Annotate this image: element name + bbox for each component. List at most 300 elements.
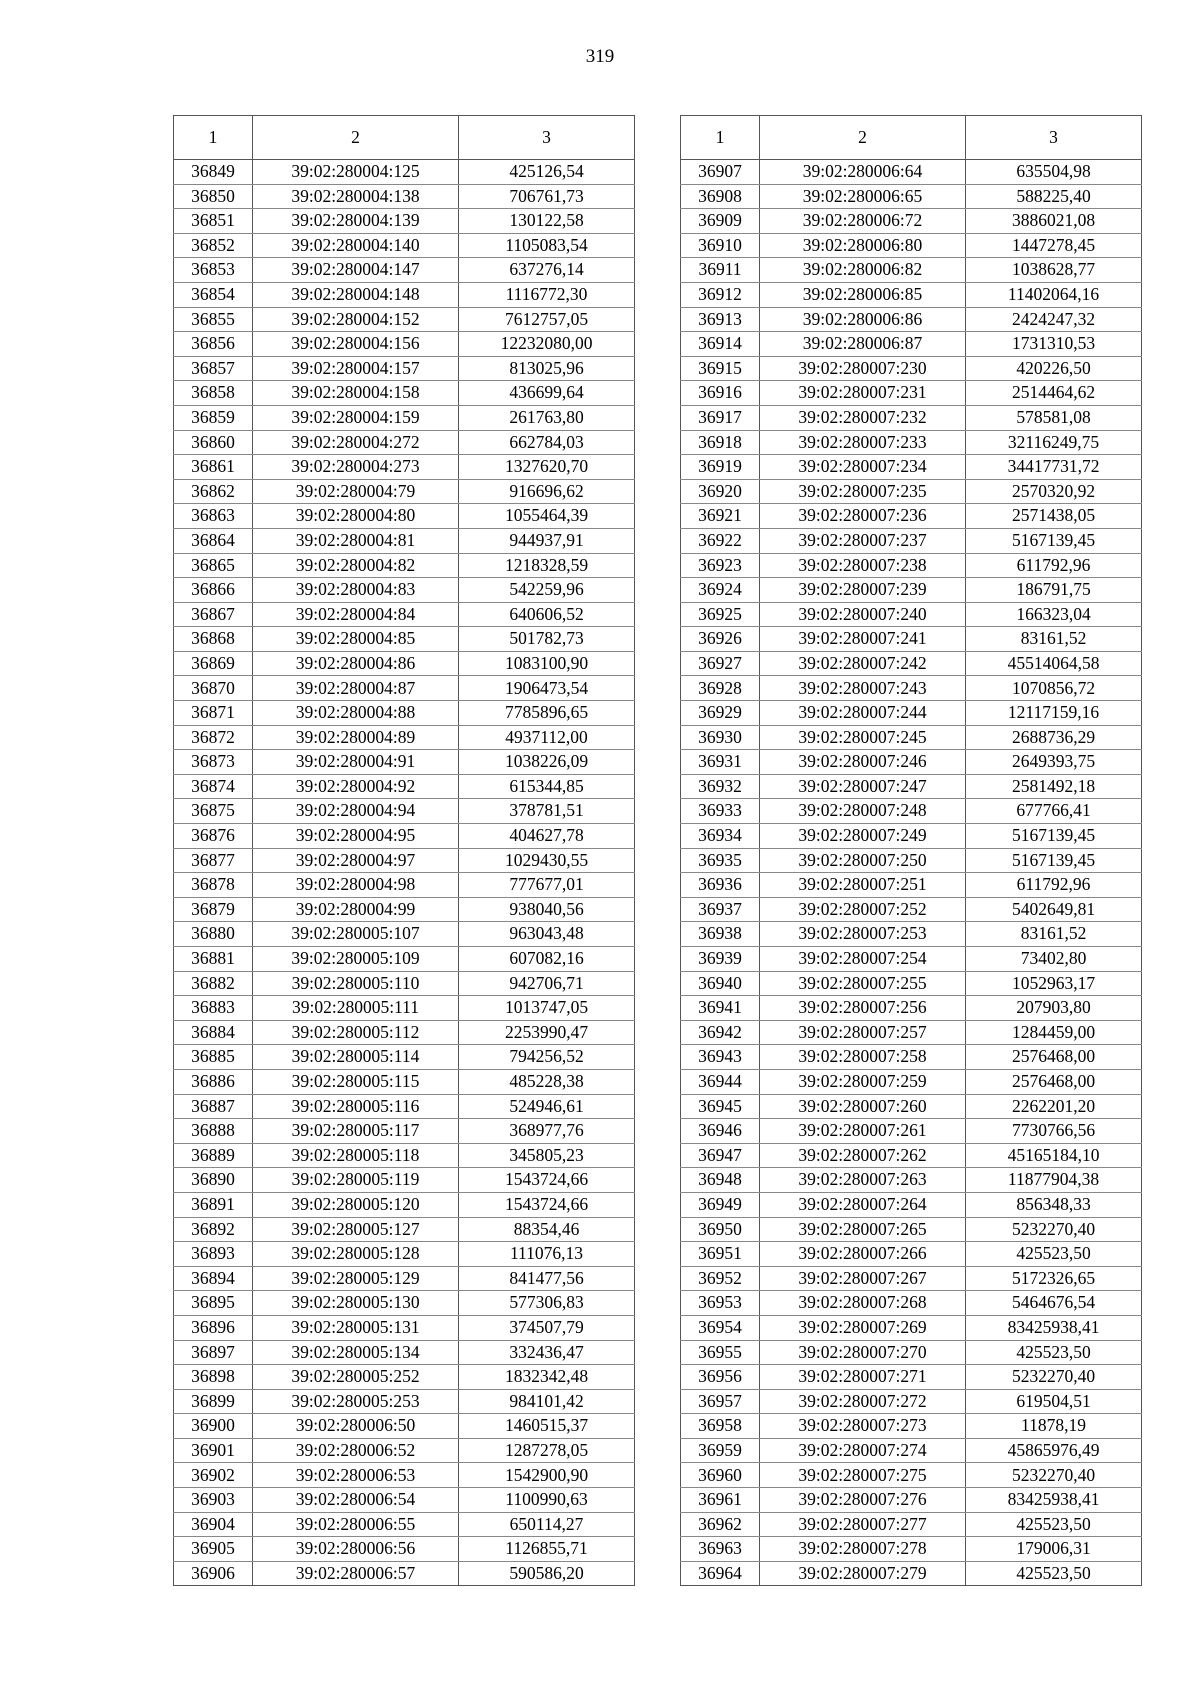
column-header-1: 1 bbox=[174, 116, 253, 160]
row-number-cell: 36914 bbox=[681, 332, 760, 357]
row-number-cell: 36886 bbox=[174, 1069, 253, 1094]
value-cell: 374507,79 bbox=[459, 1315, 635, 1340]
value-cell: 368977,76 bbox=[459, 1119, 635, 1144]
value-cell: 83161,52 bbox=[966, 922, 1142, 947]
table-row bbox=[174, 1094, 635, 1119]
cadastral-number-cell: 39:02:280006:64 bbox=[760, 160, 966, 185]
row-number-cell: 36919 bbox=[681, 455, 760, 480]
value-cell: 4937112,00 bbox=[459, 725, 635, 750]
table-row bbox=[681, 504, 1142, 529]
cadastral-number-cell: 39:02:280007:248 bbox=[760, 799, 966, 824]
cadastral-number-cell: 39:02:280007:239 bbox=[760, 578, 966, 603]
value-cell: 938040,56 bbox=[459, 897, 635, 922]
value-cell: 1029430,55 bbox=[459, 848, 635, 873]
row-number-cell: 36942 bbox=[681, 1020, 760, 1045]
row-number-cell: 36881 bbox=[174, 947, 253, 972]
row-number-cell: 36930 bbox=[681, 725, 760, 750]
table-row bbox=[681, 282, 1142, 307]
row-number-cell: 36924 bbox=[681, 578, 760, 603]
table-row bbox=[174, 1020, 635, 1045]
row-number-cell: 36889 bbox=[174, 1143, 253, 1168]
cadastral-number-cell: 39:02:280007:255 bbox=[760, 971, 966, 996]
table-row bbox=[681, 873, 1142, 898]
table-row bbox=[174, 381, 635, 406]
row-number-cell: 36873 bbox=[174, 750, 253, 775]
cadastral-number-cell: 39:02:280007:261 bbox=[760, 1119, 966, 1144]
row-number-cell: 36917 bbox=[681, 405, 760, 430]
value-cell: 590586,20 bbox=[459, 1561, 635, 1586]
row-number-cell: 36956 bbox=[681, 1365, 760, 1390]
row-number-cell: 36946 bbox=[681, 1119, 760, 1144]
table-row bbox=[174, 1143, 635, 1168]
row-number-cell: 36860 bbox=[174, 430, 253, 455]
value-cell: 111076,13 bbox=[459, 1242, 635, 1267]
row-number-cell: 36849 bbox=[174, 160, 253, 185]
row-number-cell: 36866 bbox=[174, 578, 253, 603]
row-number-cell: 36871 bbox=[174, 701, 253, 726]
table-row bbox=[681, 774, 1142, 799]
cadastral-number-cell: 39:02:280004:273 bbox=[253, 455, 459, 480]
cadastral-number-cell: 39:02:280007:264 bbox=[760, 1192, 966, 1217]
cadastral-number-cell: 39:02:280007:243 bbox=[760, 676, 966, 701]
cadastral-number-cell: 39:02:280007:247 bbox=[760, 774, 966, 799]
row-number-cell: 36943 bbox=[681, 1045, 760, 1070]
table-row bbox=[681, 1291, 1142, 1316]
row-number-cell: 36878 bbox=[174, 873, 253, 898]
row-number-cell: 36936 bbox=[681, 873, 760, 898]
value-cell: 813025,96 bbox=[459, 356, 635, 381]
row-number-cell: 36935 bbox=[681, 848, 760, 873]
cadastral-number-cell: 39:02:280004:138 bbox=[253, 184, 459, 209]
row-number-cell: 36922 bbox=[681, 528, 760, 553]
value-cell: 425523,50 bbox=[966, 1512, 1142, 1537]
cadastral-number-cell: 39:02:280005:114 bbox=[253, 1045, 459, 1070]
row-number-cell: 36961 bbox=[681, 1488, 760, 1513]
row-number-cell: 36940 bbox=[681, 971, 760, 996]
table-row bbox=[174, 578, 635, 603]
table-row bbox=[681, 651, 1142, 676]
left-table-body bbox=[174, 160, 635, 1586]
cadastral-number-cell: 39:02:280006:56 bbox=[253, 1537, 459, 1562]
value-cell: 7612757,05 bbox=[459, 307, 635, 332]
value-cell: 130122,58 bbox=[459, 209, 635, 234]
value-cell: 856348,33 bbox=[966, 1192, 1142, 1217]
value-cell: 2581492,18 bbox=[966, 774, 1142, 799]
table-row bbox=[681, 356, 1142, 381]
table-row bbox=[681, 996, 1142, 1021]
table-row bbox=[681, 332, 1142, 357]
value-cell: 777677,01 bbox=[459, 873, 635, 898]
cadastral-number-cell: 39:02:280007:260 bbox=[760, 1094, 966, 1119]
cadastral-number-cell: 39:02:280004:97 bbox=[253, 848, 459, 873]
table-row bbox=[681, 1365, 1142, 1390]
table-row bbox=[174, 947, 635, 972]
table-row bbox=[681, 725, 1142, 750]
value-cell: 963043,48 bbox=[459, 922, 635, 947]
table-row bbox=[174, 430, 635, 455]
value-cell: 1284459,00 bbox=[966, 1020, 1142, 1045]
table-row bbox=[174, 676, 635, 701]
value-cell: 420226,50 bbox=[966, 356, 1142, 381]
table-row bbox=[681, 209, 1142, 234]
value-cell: 12117159,16 bbox=[966, 701, 1142, 726]
row-number-cell: 36864 bbox=[174, 528, 253, 553]
table-row bbox=[681, 1094, 1142, 1119]
value-cell: 5167139,45 bbox=[966, 824, 1142, 849]
cadastral-number-cell: 39:02:280007:268 bbox=[760, 1291, 966, 1316]
row-number-cell: 36868 bbox=[174, 627, 253, 652]
column-header-2: 2 bbox=[760, 116, 966, 160]
value-cell: 5464676,54 bbox=[966, 1291, 1142, 1316]
row-number-cell: 36877 bbox=[174, 848, 253, 873]
cadastral-number-cell: 39:02:280005:107 bbox=[253, 922, 459, 947]
row-number-cell: 36925 bbox=[681, 602, 760, 627]
cadastral-number-cell: 39:02:280007:249 bbox=[760, 824, 966, 849]
cadastral-number-cell: 39:02:280007:252 bbox=[760, 897, 966, 922]
table-row bbox=[174, 602, 635, 627]
value-cell: 32116249,75 bbox=[966, 430, 1142, 455]
value-cell: 1038628,77 bbox=[966, 258, 1142, 283]
cadastral-number-cell: 39:02:280007:236 bbox=[760, 504, 966, 529]
table-row bbox=[174, 750, 635, 775]
value-cell: 1070856,72 bbox=[966, 676, 1142, 701]
table-row bbox=[174, 725, 635, 750]
cadastral-number-cell: 39:02:280007:273 bbox=[760, 1414, 966, 1439]
table-row bbox=[681, 1488, 1142, 1513]
cadastral-number-cell: 39:02:280007:278 bbox=[760, 1537, 966, 1562]
row-number-cell: 36905 bbox=[174, 1537, 253, 1562]
cadastral-number-cell: 39:02:280004:159 bbox=[253, 405, 459, 430]
row-number-cell: 36874 bbox=[174, 774, 253, 799]
value-cell: 12232080,00 bbox=[459, 332, 635, 357]
cadastral-number-cell: 39:02:280007:230 bbox=[760, 356, 966, 381]
cadastral-number-cell: 39:02:280004:152 bbox=[253, 307, 459, 332]
cadastral-number-cell: 39:02:280007:272 bbox=[760, 1389, 966, 1414]
table-row bbox=[681, 848, 1142, 873]
table-row bbox=[681, 1438, 1142, 1463]
row-number-cell: 36959 bbox=[681, 1438, 760, 1463]
value-cell: 425523,50 bbox=[966, 1340, 1142, 1365]
table-row bbox=[174, 553, 635, 578]
table-row bbox=[681, 233, 1142, 258]
value-cell: 425523,50 bbox=[966, 1561, 1142, 1586]
value-cell: 11402064,16 bbox=[966, 282, 1142, 307]
column-header-3: 3 bbox=[459, 116, 635, 160]
cadastral-number-cell: 39:02:280007:250 bbox=[760, 848, 966, 873]
cadastral-number-cell: 39:02:280005:120 bbox=[253, 1192, 459, 1217]
cadastral-number-cell: 39:02:280004:272 bbox=[253, 430, 459, 455]
value-cell: 45865976,49 bbox=[966, 1438, 1142, 1463]
table-row bbox=[681, 1340, 1142, 1365]
value-cell: 916696,62 bbox=[459, 479, 635, 504]
row-number-cell: 36882 bbox=[174, 971, 253, 996]
row-number-cell: 36853 bbox=[174, 258, 253, 283]
value-cell: 2576468,00 bbox=[966, 1069, 1142, 1094]
right-table-body bbox=[681, 160, 1142, 1586]
cadastral-number-cell: 39:02:280006:55 bbox=[253, 1512, 459, 1537]
row-number-cell: 36883 bbox=[174, 996, 253, 1021]
cadastral-number-cell: 39:02:280004:92 bbox=[253, 774, 459, 799]
value-cell: 2688736,29 bbox=[966, 725, 1142, 750]
row-number-cell: 36876 bbox=[174, 824, 253, 849]
cadastral-number-cell: 39:02:280006:85 bbox=[760, 282, 966, 307]
table-row bbox=[174, 996, 635, 1021]
cadastral-number-cell: 39:02:280005:109 bbox=[253, 947, 459, 972]
table-row bbox=[681, 553, 1142, 578]
cadastral-number-cell: 39:02:280004:148 bbox=[253, 282, 459, 307]
cadastral-number-cell: 39:02:280004:140 bbox=[253, 233, 459, 258]
value-cell: 942706,71 bbox=[459, 971, 635, 996]
cadastral-number-cell: 39:02:280005:119 bbox=[253, 1168, 459, 1193]
cadastral-number-cell: 39:02:280007:259 bbox=[760, 1069, 966, 1094]
value-cell: 2514464,62 bbox=[966, 381, 1142, 406]
column-header-2: 2 bbox=[253, 116, 459, 160]
table-row bbox=[681, 1315, 1142, 1340]
value-cell: 1126855,71 bbox=[459, 1537, 635, 1562]
table-row bbox=[681, 1143, 1142, 1168]
cadastral-number-cell: 39:02:280005:127 bbox=[253, 1217, 459, 1242]
value-cell: 2424247,32 bbox=[966, 307, 1142, 332]
row-number-cell: 36913 bbox=[681, 307, 760, 332]
value-cell: 1013747,05 bbox=[459, 996, 635, 1021]
cadastral-number-cell: 39:02:280005:129 bbox=[253, 1266, 459, 1291]
row-number-cell: 36865 bbox=[174, 553, 253, 578]
cadastral-number-cell: 39:02:280007:244 bbox=[760, 701, 966, 726]
cadastral-number-cell: 39:02:280006:54 bbox=[253, 1488, 459, 1513]
cadastral-number-cell: 39:02:280007:238 bbox=[760, 553, 966, 578]
table-row bbox=[174, 897, 635, 922]
table-row bbox=[681, 1217, 1142, 1242]
value-cell: 2570320,92 bbox=[966, 479, 1142, 504]
table-row bbox=[681, 578, 1142, 603]
cadastral-number-cell: 39:02:280007:271 bbox=[760, 1365, 966, 1390]
cadastral-number-cell: 39:02:280005:252 bbox=[253, 1365, 459, 1390]
table-row bbox=[681, 1020, 1142, 1045]
cadastral-number-cell: 39:02:280007:232 bbox=[760, 405, 966, 430]
cadastral-number-cell: 39:02:280007:275 bbox=[760, 1463, 966, 1488]
table-row bbox=[681, 455, 1142, 480]
value-cell: 45514064,58 bbox=[966, 651, 1142, 676]
row-number-cell: 36923 bbox=[681, 553, 760, 578]
value-cell: 501782,73 bbox=[459, 627, 635, 652]
cadastral-number-cell: 39:02:280007:262 bbox=[760, 1143, 966, 1168]
row-number-cell: 36945 bbox=[681, 1094, 760, 1119]
table-row bbox=[681, 381, 1142, 406]
value-cell: 83425938,41 bbox=[966, 1315, 1142, 1340]
cadastral-number-cell: 39:02:280007:263 bbox=[760, 1168, 966, 1193]
value-cell: 45165184,10 bbox=[966, 1143, 1142, 1168]
cadastral-number-cell: 39:02:280007:266 bbox=[760, 1242, 966, 1267]
row-number-cell: 36949 bbox=[681, 1192, 760, 1217]
row-number-cell: 36879 bbox=[174, 897, 253, 922]
table-row bbox=[174, 824, 635, 849]
cadastral-number-cell: 39:02:280004:91 bbox=[253, 750, 459, 775]
value-cell: 650114,27 bbox=[459, 1512, 635, 1537]
cadastral-number-cell: 39:02:280004:84 bbox=[253, 602, 459, 627]
table-row bbox=[174, 184, 635, 209]
table-row bbox=[174, 1389, 635, 1414]
row-number-cell: 36870 bbox=[174, 676, 253, 701]
row-number-cell: 36896 bbox=[174, 1315, 253, 1340]
cadastral-number-cell: 39:02:280005:110 bbox=[253, 971, 459, 996]
table-row bbox=[174, 1561, 635, 1586]
cadastral-number-cell: 39:02:280007:269 bbox=[760, 1315, 966, 1340]
row-number-cell: 36941 bbox=[681, 996, 760, 1021]
row-number-cell: 36948 bbox=[681, 1168, 760, 1193]
value-cell: 577306,83 bbox=[459, 1291, 635, 1316]
row-number-cell: 36893 bbox=[174, 1242, 253, 1267]
value-cell: 261763,80 bbox=[459, 405, 635, 430]
table-row bbox=[174, 504, 635, 529]
row-number-cell: 36850 bbox=[174, 184, 253, 209]
cadastral-number-cell: 39:02:280007:254 bbox=[760, 947, 966, 972]
cadastral-number-cell: 39:02:280007:240 bbox=[760, 602, 966, 627]
cadastral-number-cell: 39:02:280006:50 bbox=[253, 1414, 459, 1439]
value-cell: 73402,80 bbox=[966, 947, 1142, 972]
cadastral-number-cell: 39:02:280006:53 bbox=[253, 1463, 459, 1488]
row-number-cell: 36910 bbox=[681, 233, 760, 258]
cadastral-number-cell: 39:02:280004:86 bbox=[253, 651, 459, 676]
value-cell: 83161,52 bbox=[966, 627, 1142, 652]
value-cell: 2262201,20 bbox=[966, 1094, 1142, 1119]
value-cell: 34417731,72 bbox=[966, 455, 1142, 480]
row-number-cell: 36934 bbox=[681, 824, 760, 849]
cadastral-number-cell: 39:02:280006:72 bbox=[760, 209, 966, 234]
cadastral-number-cell: 39:02:280007:256 bbox=[760, 996, 966, 1021]
table-row bbox=[174, 1192, 635, 1217]
table-row bbox=[681, 750, 1142, 775]
value-cell: 11878,19 bbox=[966, 1414, 1142, 1439]
row-number-cell: 36926 bbox=[681, 627, 760, 652]
table-row bbox=[174, 479, 635, 504]
row-number-cell: 36852 bbox=[174, 233, 253, 258]
value-cell: 425126,54 bbox=[459, 160, 635, 185]
table-row bbox=[174, 1340, 635, 1365]
row-number-cell: 36859 bbox=[174, 405, 253, 430]
cadastral-number-cell: 39:02:280007:237 bbox=[760, 528, 966, 553]
cadastral-number-cell: 39:02:280004:125 bbox=[253, 160, 459, 185]
value-cell: 1287278,05 bbox=[459, 1438, 635, 1463]
column-header-3: 3 bbox=[966, 116, 1142, 160]
table-row bbox=[174, 627, 635, 652]
row-number-cell: 36960 bbox=[681, 1463, 760, 1488]
row-number-cell: 36951 bbox=[681, 1242, 760, 1267]
value-cell: 7785896,65 bbox=[459, 701, 635, 726]
row-number-cell: 36872 bbox=[174, 725, 253, 750]
right-table bbox=[680, 115, 1142, 1586]
cadastral-number-cell: 39:02:280004:87 bbox=[253, 676, 459, 701]
row-number-cell: 36916 bbox=[681, 381, 760, 406]
table-row bbox=[174, 1414, 635, 1439]
value-cell: 1100990,63 bbox=[459, 1488, 635, 1513]
cadastral-number-cell: 39:02:280004:95 bbox=[253, 824, 459, 849]
cadastral-number-cell: 39:02:280007:265 bbox=[760, 1217, 966, 1242]
value-cell: 588225,40 bbox=[966, 184, 1142, 209]
cadastral-number-cell: 39:02:280007:270 bbox=[760, 1340, 966, 1365]
value-cell: 7730766,56 bbox=[966, 1119, 1142, 1144]
value-cell: 635504,98 bbox=[966, 160, 1142, 185]
value-cell: 5167139,45 bbox=[966, 848, 1142, 873]
value-cell: 5232270,40 bbox=[966, 1217, 1142, 1242]
row-number-cell: 36867 bbox=[174, 602, 253, 627]
row-number-cell: 36861 bbox=[174, 455, 253, 480]
row-number-cell: 36937 bbox=[681, 897, 760, 922]
row-number-cell: 36858 bbox=[174, 381, 253, 406]
page-number: 319 bbox=[585, 46, 615, 67]
table-row bbox=[681, 799, 1142, 824]
row-number-cell: 36950 bbox=[681, 1217, 760, 1242]
cadastral-number-cell: 39:02:280005:131 bbox=[253, 1315, 459, 1340]
value-cell: 677766,41 bbox=[966, 799, 1142, 824]
cadastral-number-cell: 39:02:280007:233 bbox=[760, 430, 966, 455]
table-row bbox=[174, 848, 635, 873]
table-row bbox=[681, 971, 1142, 996]
table-row bbox=[681, 897, 1142, 922]
row-number-cell: 36932 bbox=[681, 774, 760, 799]
table-row bbox=[174, 774, 635, 799]
table-row bbox=[174, 1488, 635, 1513]
cadastral-number-cell: 39:02:280006:87 bbox=[760, 332, 966, 357]
table-row bbox=[681, 676, 1142, 701]
table-row bbox=[174, 405, 635, 430]
value-cell: 436699,64 bbox=[459, 381, 635, 406]
value-cell: 1052963,17 bbox=[966, 971, 1142, 996]
row-number-cell: 36890 bbox=[174, 1168, 253, 1193]
row-number-cell: 36892 bbox=[174, 1217, 253, 1242]
cadastral-number-cell: 39:02:280005:117 bbox=[253, 1119, 459, 1144]
cadastral-number-cell: 39:02:280004:88 bbox=[253, 701, 459, 726]
row-number-cell: 36907 bbox=[681, 160, 760, 185]
value-cell: 345805,23 bbox=[459, 1143, 635, 1168]
value-cell: 944937,91 bbox=[459, 528, 635, 553]
cadastral-number-cell: 39:02:280005:118 bbox=[253, 1143, 459, 1168]
row-number-cell: 36911 bbox=[681, 258, 760, 283]
row-number-cell: 36912 bbox=[681, 282, 760, 307]
cadastral-number-cell: 39:02:280007:245 bbox=[760, 725, 966, 750]
table-row bbox=[681, 701, 1142, 726]
value-cell: 662784,03 bbox=[459, 430, 635, 455]
row-number-cell: 36897 bbox=[174, 1340, 253, 1365]
table-row bbox=[681, 1242, 1142, 1267]
table-row bbox=[681, 1192, 1142, 1217]
row-number-cell: 36895 bbox=[174, 1291, 253, 1316]
table-row bbox=[681, 602, 1142, 627]
table-row bbox=[681, 405, 1142, 430]
table-row bbox=[681, 1561, 1142, 1586]
cadastral-number-cell: 39:02:280004:85 bbox=[253, 627, 459, 652]
table-row bbox=[174, 651, 635, 676]
table-row bbox=[681, 922, 1142, 947]
cadastral-number-cell: 39:02:280007:279 bbox=[760, 1561, 966, 1586]
table-row bbox=[174, 455, 635, 480]
row-number-cell: 36902 bbox=[174, 1463, 253, 1488]
table-row bbox=[681, 1266, 1142, 1291]
table-row bbox=[681, 307, 1142, 332]
cadastral-number-cell: 39:02:280005:115 bbox=[253, 1069, 459, 1094]
cadastral-number-cell: 39:02:280004:156 bbox=[253, 332, 459, 357]
row-number-cell: 36887 bbox=[174, 1094, 253, 1119]
value-cell: 2649393,75 bbox=[966, 750, 1142, 775]
row-number-cell: 36908 bbox=[681, 184, 760, 209]
value-cell: 1105083,54 bbox=[459, 233, 635, 258]
value-cell: 611792,96 bbox=[966, 873, 1142, 898]
row-number-cell: 36894 bbox=[174, 1266, 253, 1291]
value-cell: 378781,51 bbox=[459, 799, 635, 824]
cadastral-number-cell: 39:02:280005:128 bbox=[253, 1242, 459, 1267]
value-cell: 166323,04 bbox=[966, 602, 1142, 627]
value-cell: 1083100,90 bbox=[459, 651, 635, 676]
cadastral-number-cell: 39:02:280004:157 bbox=[253, 356, 459, 381]
